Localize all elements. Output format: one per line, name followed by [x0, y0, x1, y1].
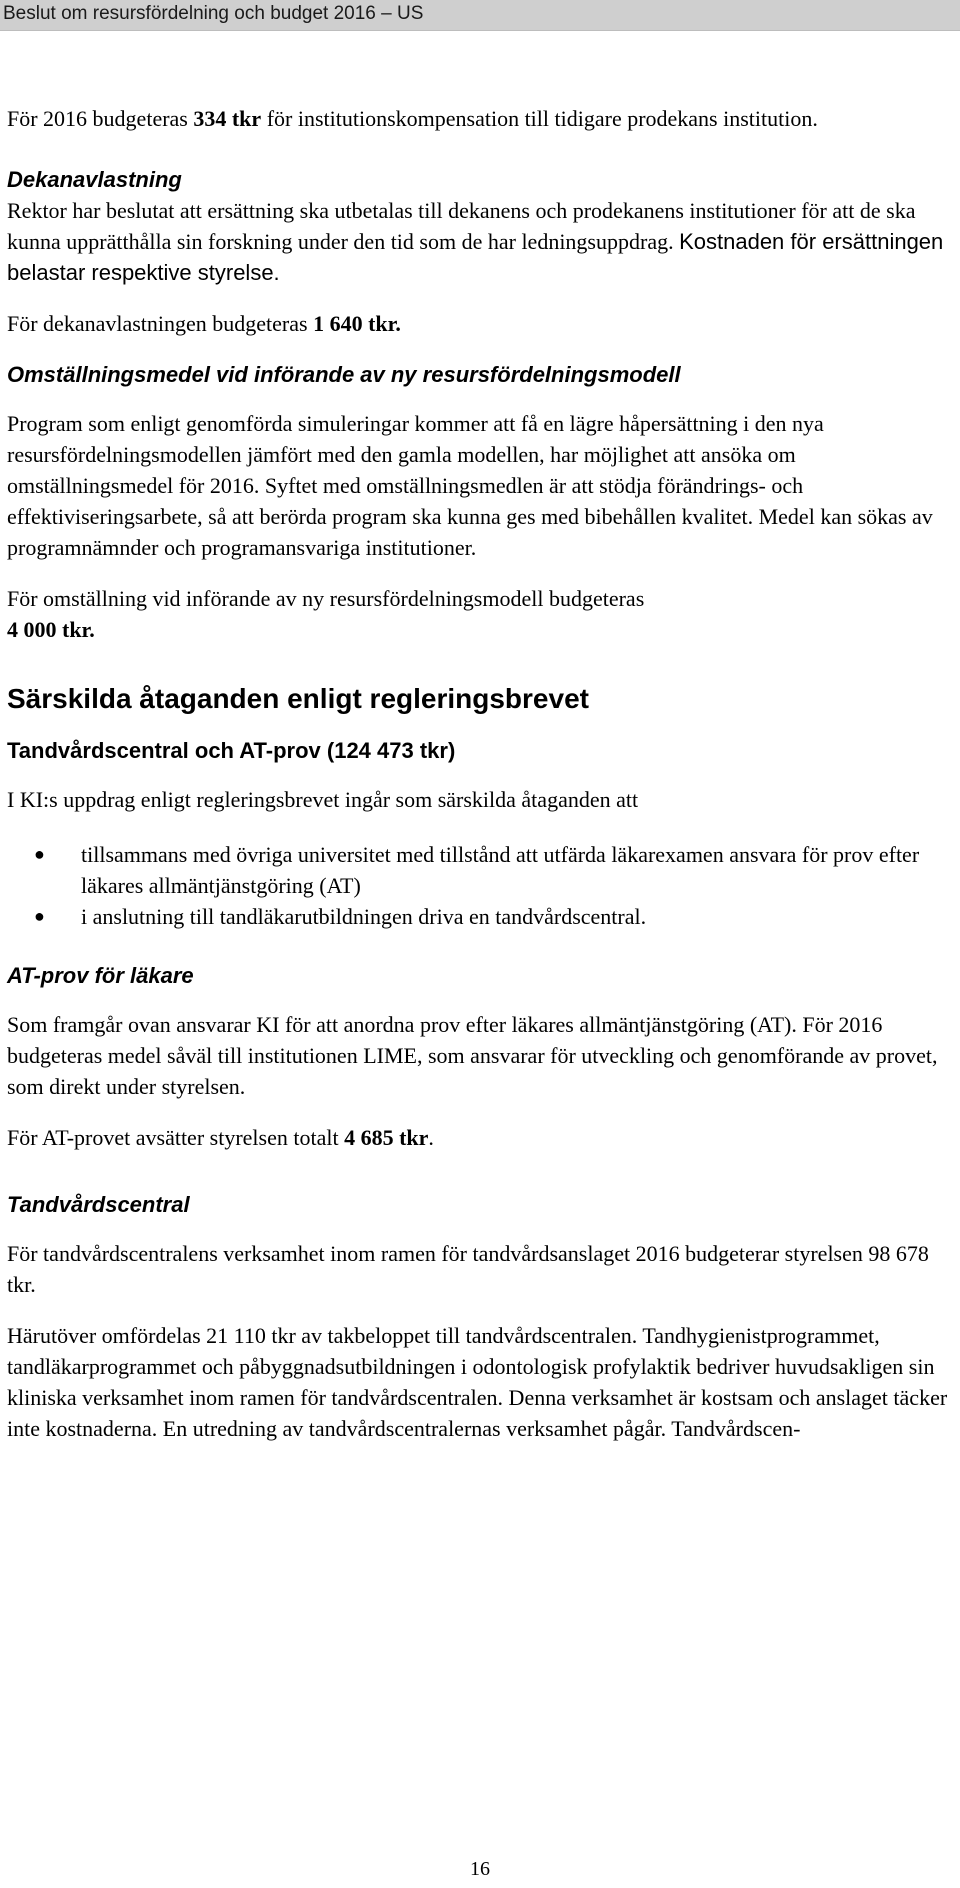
paragraph-institution-compensation: För 2016 budgeteras 334 tkr för institutionskompensation till tidigare prodekans institution.: [7, 106, 818, 131]
paragraph-intro-ataganden: I KI:s uppdrag enligt regleringsbrevet ingår som särskilda åtaganden att: [7, 787, 639, 812]
budget-dekanavlastning: För dekanavlastningen budgeteras 1 640 tkr.: [7, 311, 401, 336]
bullet-icon: ●: [34, 844, 45, 864]
amount-institution-compensation: 334 tkr: [193, 106, 262, 131]
list-item: ● tillsammans med övriga universitet med tillstånd att utfärda läkarexamen ansvara för prov efter läkares allmäntjänstgöring (AT): [7, 839, 953, 901]
paragraph-at-prov: Som framgår ovan ansvarar KI för att anordna prov efter läkares allmäntjänstgöring (AT). För 2016 budgeteras medel såväl till institutionen LIME, som ansvarar för utveckling och genomförande av provet, som direkt under styrelsen.: [7, 1012, 938, 1099]
document-page: [7, 103, 953, 1444]
amount-dekanavlastning: 1 640 tkr.: [313, 311, 401, 336]
header-title: Beslut om resursfördelning och budget 2016 – US: [3, 3, 424, 24]
paragraph-dekanavlastning: Rektor har beslutat att ersättning ska utbetalas till dekanens och prodekanens institutioner för att de ska kunna upprätthålla sin forskning under den tid som de har ledningsuppdrag. Kostnaden för ersättningen belastar respektive styrelse.: [7, 198, 944, 285]
page-number: 16: [470, 1858, 490, 1880]
heading-tandvardscentral: Tandvårdscentral: [7, 1192, 190, 1217]
bullet-icon: ●: [34, 906, 45, 926]
paragraph-omstallningsmedel: Program som enligt genomförda simuleringar kommer att få en lägre håpersättning i den nya resursfördelningsmodellen jämfört med den gamla modellen, har möjlighet att ansöka om omställningsmedel för 2016. Syftet med omställningsmedlen är att stödja förändrings- och effektiviseringsarbete, så att berörda program ska kunna ges med bibehållen kvalitet. Medel kan sökas av programnämnder och programansvariga institutioner.: [7, 411, 933, 560]
ataganden-list: [7, 839, 953, 932]
amount-at-prov: 4 685 tkr: [344, 1125, 429, 1150]
heading-at-prov: AT-prov för läkare: [7, 963, 194, 988]
running-header: [0, 0, 960, 31]
heading-omstallningsmedel: Omställningsmedel vid införande av ny resursfördelningsmodell: [7, 362, 681, 387]
heading-tandvardscentral-at-prov: Tandvårdscentral och AT-prov (124 473 tkr): [7, 738, 456, 763]
budget-omstallning: För omställning vid införande av ny resursfördelningsmodell budgeteras 4 000 tkr.: [7, 586, 645, 642]
budget-at-prov: För AT-provet avsätter styrelsen totalt 4 685 tkr.: [7, 1125, 434, 1150]
paragraph-tandvardscentral-omfordelning: Härutöver omfördelas 21 110 tkr av takbeloppet till tandvårdscentralen. Tandhygienistprogrammet, tandläkarprogrammet och påbyggnadsutbildningen i odontologisk profylaktik bedriver huvudsakligen sin kliniska verksamhet inom ramen för tandvårdscentralen. Denna verksamhet är kostsam och anslaget täcker inte kostnaderna. En utredning av tandvårdscentralernas verksamhet pågår. Tandvårdscen-: [7, 1323, 948, 1441]
paragraph-tandvardscentral-budget: För tandvårdscentralens verksamhet inom ramen för tandvårdsanslaget 2016 budgeterar styrelsen 98 678 tkr.: [7, 1241, 929, 1297]
heading-dekanavlastning: Dekanavlastning: [7, 167, 182, 192]
list-item: ● i anslutning till tandläkarutbildningen driva en tandvårdscentral.: [7, 901, 953, 932]
heading-sarskilda-ataganden: Särskilda åtaganden enligt regleringsbrevet: [7, 683, 589, 714]
amount-omstallning: 4 000 tkr.: [7, 617, 95, 642]
